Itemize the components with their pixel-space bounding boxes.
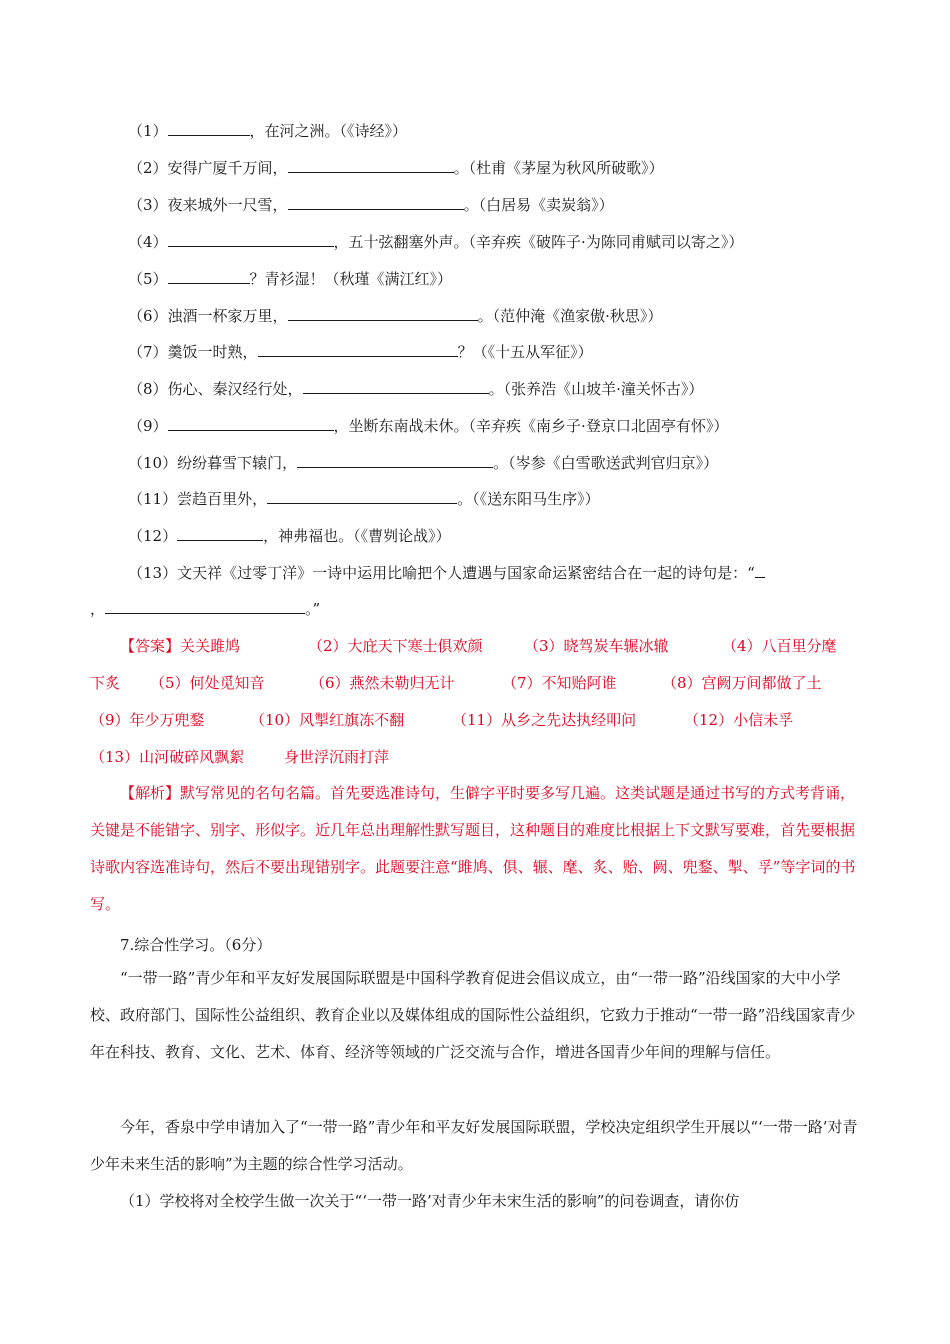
- section-7-paragraph-2: 今年，香泉中学申请加入了“一带一路”青少年和平友好发展国际联盟，学校决定组织学生开展以“‘一带一路’对青少年未来生活的影响”为主题的综合性学习活动。: [90, 1118, 858, 1173]
- question-13-line1: （13）文天祥《过零丁洋》一诗中运用比喻把个人遭遇与国家命运紧密结合在一起的诗句是：“: [128, 562, 765, 583]
- answer-blank[interactable]: [177, 525, 263, 541]
- question-3: （3）夜来城外一尺雪， 。（白居易《卖炭翁》）: [128, 196, 614, 214]
- answer-blank[interactable]: [258, 341, 458, 357]
- answer-blank[interactable]: [168, 120, 250, 136]
- analysis-tag: 【解析】: [120, 784, 181, 802]
- question-10: （10）纷纷暮雪下辕门， 。（岑参《白雪歌送武判官归京》）: [128, 454, 719, 472]
- question-11: （11）尝趋百里外， 。（《送东阳马生序》）: [128, 490, 600, 508]
- answer-blank[interactable]: [755, 562, 765, 578]
- answer-8: （8）宫阙万间都做了土: [662, 674, 822, 692]
- analysis-text: 默写常见的名句名篇。首先要选准诗句，生僻字平时要多写几遍。这类试题是通过书写的方式考背诵，关键是不能错字、别字、形似字。近几年总出理解性默写题目，这种题目的难度比根据上下文默写要难，首先要根据诗歌内容选准诗句，然后不要出现错别字。此题要注意“雎鸠、俱、辗、麾、炙、贻、阙、兜鍪、掣、孚”等字词的书写。: [90, 784, 856, 913]
- answer-6: （6）燕然未勒归无计: [310, 674, 455, 692]
- question-6: （6）浊酒一杯家万里， 。（范仲淹《渔家傲·秋思》）: [128, 307, 663, 325]
- answer-4-cont: 下炙: [90, 674, 121, 692]
- answer-9: （9）年少万兜鍪: [90, 711, 205, 729]
- question-2: （2）安得广厦千万间， 。（杜甫《茅屋为秋风所破歌》）: [128, 159, 664, 177]
- answer-blank[interactable]: [105, 598, 305, 614]
- answer-blank[interactable]: [303, 378, 489, 394]
- section-7-paragraph-1: “一带一路”青少年和平友好发展国际联盟是中国科学教育促进会倡议成立，由“一带一路”沿线国家的大中小学校、政府部门、国际性公益组织、教育企业以及媒体组成的国际性公益组织，它致力于推动“一带一路”沿线国家青少年在科技、教育、文化、艺术、体育、经济等领域的广泛交流与合作，增进各国青少年间的理解与信任。: [90, 969, 856, 1061]
- question-9: （9） ，坐断东南战未休。（辛弃疾《南乡子·登京口北固亭有怀》）: [128, 417, 729, 435]
- answer-7: （7）不知贻阿谁: [502, 674, 617, 692]
- answer-blank[interactable]: [288, 305, 478, 321]
- answer-2: （2）大庇天下寒士俱欢颜: [308, 637, 483, 655]
- answer-blank[interactable]: [168, 415, 334, 431]
- section-7-title: 7.综合性学习。（6分）: [120, 936, 272, 954]
- question-8: （8）伤心、秦汉经行处， 。（张养浩《山坡羊·潼关怀古》）: [128, 380, 704, 398]
- section-7-paragraph-3: （1）学校将对全校学生做一次关于“‘一带一路’对青少年未宋生活的影响”的问卷调查，请你仿: [120, 1192, 740, 1210]
- answer-13a: （13）山河破碎风飘絮: [90, 748, 245, 766]
- answer-blank[interactable]: [168, 231, 334, 247]
- answer-12: （12）小信未孚: [684, 711, 794, 729]
- answer-11: （11）从乡之先达执经叩问: [452, 711, 637, 729]
- answer-tag: 【答案】: [120, 637, 181, 655]
- answer-1: 关关雎鸠: [180, 637, 241, 655]
- answer-blank[interactable]: [297, 452, 493, 468]
- answer-3: （3）晓驾炭车辗冰辙: [524, 637, 669, 655]
- answer-blank[interactable]: [288, 157, 454, 173]
- question-12: （12） ，神弗福也。（《曹刿论战》）: [128, 527, 451, 545]
- question-5: （5） ？青衫湿！（秋瑾《满江红》）: [128, 270, 453, 288]
- analysis-paragraph: [90, 775, 860, 923]
- question-7: （7）羹饭一时熟， ？（《十五从军征》）: [128, 343, 593, 361]
- question-1: （1） ，在河之洲。（《诗经》）: [128, 122, 408, 140]
- answer-5: （5）何处觅知音: [150, 674, 265, 692]
- answer-blank[interactable]: [168, 268, 250, 284]
- answer-4: （4）八百里分麾: [722, 637, 837, 655]
- question-4: （4） ，五十弦翻塞外声。（辛弃疾《破阵子·为陈同甫赋司以寄之》）: [128, 233, 744, 251]
- answer-10: （10）风掣红旗冻不翻: [250, 711, 405, 729]
- question-13-line2: ， 。”: [90, 600, 321, 618]
- answer-13b: 身世浮沉雨打萍: [284, 748, 390, 766]
- answer-blank[interactable]: [288, 194, 464, 210]
- answer-blank[interactable]: [267, 488, 457, 504]
